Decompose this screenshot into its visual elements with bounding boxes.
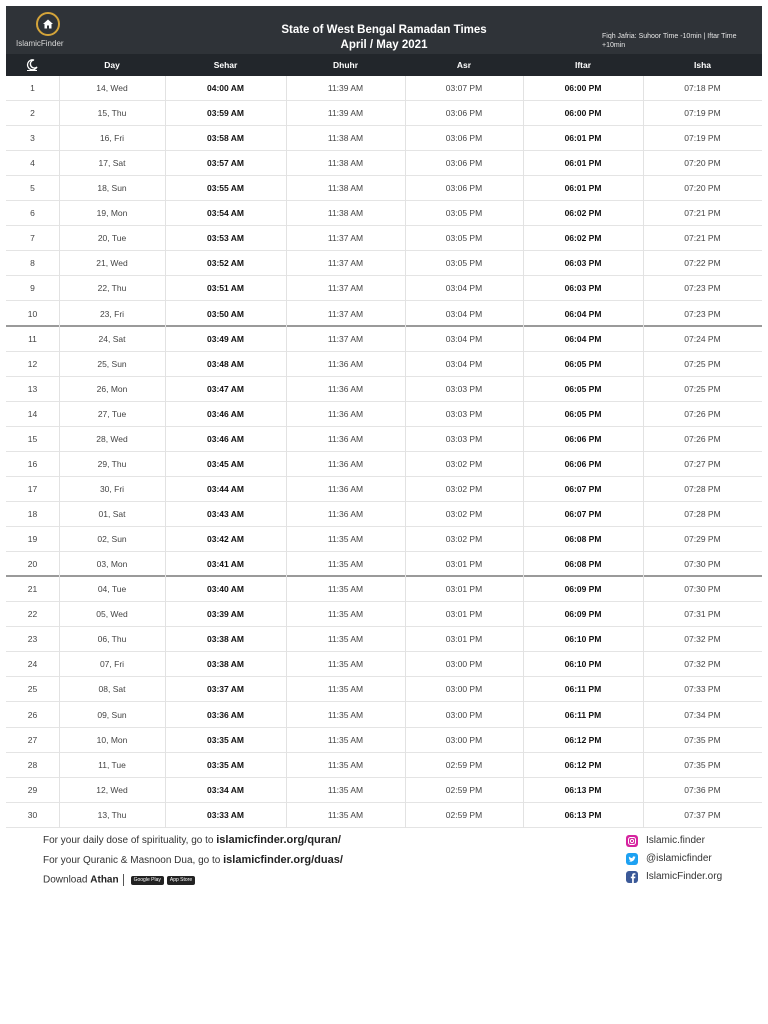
cell-asr: 03:00 PM	[445, 659, 483, 670]
cell-dhuhr: 11:37 AM	[327, 283, 364, 294]
cell-dhuhr: 11:35 AM	[327, 784, 364, 795]
table-row	[6, 627, 762, 652]
cell-dhuhr: 11:38 AM	[327, 183, 364, 194]
cell-iftar: 06:00 PM	[564, 83, 602, 93]
cell-iftar: 06:06 PM	[564, 433, 602, 444]
cell-iftar: 06:03 PM	[564, 283, 602, 294]
cell-isha: 07:28 PM	[684, 483, 721, 494]
cell-iftar: 06:05 PM	[564, 383, 602, 394]
column-divider	[286, 76, 287, 828]
cell-day: 13, Thu	[97, 809, 127, 820]
cell-sehar: 03:44 AM	[206, 483, 244, 494]
column-divider	[643, 76, 644, 828]
cell-index: 5	[30, 183, 35, 194]
footer-duas-text: For your Quranic & Masnoon Dua, go to	[43, 855, 224, 866]
cell-asr: 03:04 PM	[445, 358, 483, 369]
cell-isha: 07:36 PM	[684, 784, 721, 795]
footer-quran-text: For your daily dose of spirituality, go to	[43, 835, 217, 846]
cell-sehar: 03:42 AM	[206, 534, 244, 545]
cell-sehar: 03:59 AM	[206, 108, 244, 119]
cell-dhuhr: 11:35 AM	[327, 709, 364, 720]
cell-sehar: 03:51 AM	[206, 283, 244, 294]
cell-isha: 07:18 PM	[684, 83, 721, 93]
cell-day: 27, Tue	[97, 408, 127, 419]
cell-isha: 07:22 PM	[684, 258, 721, 269]
cell-isha: 07:24 PM	[684, 333, 721, 344]
cell-asr: 03:06 PM	[445, 183, 483, 194]
cell-day: 10, Mon	[96, 734, 128, 745]
cell-isha: 07:25 PM	[684, 383, 721, 394]
cell-dhuhr: 11:35 AM	[327, 659, 364, 670]
cell-sehar: 03:55 AM	[206, 183, 244, 194]
cell-index: 21	[27, 584, 38, 595]
cell-dhuhr: 11:35 AM	[327, 559, 364, 570]
cell-iftar: 06:02 PM	[564, 208, 602, 219]
column-header-day: Day	[104, 60, 120, 70]
cell-isha: 07:28 PM	[684, 509, 721, 520]
cell-iftar: 06:05 PM	[564, 408, 602, 419]
cell-dhuhr: 11:36 AM	[327, 358, 364, 369]
cell-asr: 03:04 PM	[445, 308, 483, 319]
cell-day: 02, Sun	[97, 534, 127, 545]
table-row	[6, 226, 762, 251]
cell-sehar: 03:57 AM	[206, 158, 244, 169]
cell-day: 24, Sat	[98, 333, 126, 344]
cell-index: 30	[27, 809, 38, 820]
column-divider	[59, 76, 60, 828]
cell-asr: 03:06 PM	[445, 133, 483, 144]
cell-isha: 07:32 PM	[684, 634, 721, 645]
cell-isha: 07:26 PM	[684, 408, 721, 419]
cell-index: 15	[27, 433, 38, 444]
page-header	[6, 6, 762, 54]
cell-isha: 07:19 PM	[684, 108, 721, 119]
table-row	[6, 477, 762, 502]
fiqh-note: Fiqh Jafria: Suhoor Time -10min | Iftar Time +10min	[602, 33, 737, 49]
table-row	[6, 778, 762, 803]
table-row	[6, 652, 762, 677]
cell-dhuhr: 11:35 AM	[327, 684, 364, 695]
cell-day: 26, Mon	[96, 383, 128, 394]
moon-icon	[25, 58, 39, 72]
cell-dhuhr: 11:37 AM	[327, 308, 364, 319]
cell-day: 17, Sat	[98, 158, 126, 169]
cell-dhuhr: 11:36 AM	[327, 483, 364, 494]
cell-isha: 07:30 PM	[684, 584, 721, 595]
cell-sehar: 03:58 AM	[206, 133, 244, 144]
cell-dhuhr: 11:37 AM	[327, 258, 364, 269]
cell-iftar: 06:07 PM	[564, 509, 602, 520]
cell-iftar: 06:12 PM	[564, 759, 602, 770]
cell-asr: 03:01 PM	[445, 609, 483, 620]
footer-duas-line	[43, 854, 343, 866]
cell-index: 22	[27, 609, 38, 620]
cell-iftar: 06:04 PM	[564, 333, 602, 344]
cell-isha: 07:19 PM	[684, 133, 721, 144]
cell-index: 10	[27, 308, 38, 319]
table-row	[6, 803, 762, 828]
cell-index: 17	[27, 483, 38, 494]
cell-sehar: 03:43 AM	[206, 509, 244, 520]
cell-sehar: 03:35 AM	[206, 759, 244, 770]
cell-isha: 07:30 PM	[684, 559, 721, 570]
cell-sehar: 03:38 AM	[206, 634, 244, 645]
cell-sehar: 03:49 AM	[206, 333, 244, 344]
google-play-badge[interactable]: Google Play	[131, 876, 164, 885]
cell-asr: 03:00 PM	[445, 709, 483, 720]
cell-day: 16, Fri	[99, 133, 125, 144]
cell-sehar: 03:40 AM	[206, 584, 244, 595]
cell-dhuhr: 11:36 AM	[327, 383, 364, 394]
cell-iftar: 06:08 PM	[564, 559, 602, 570]
cell-index: 25	[27, 684, 38, 695]
cell-asr: 02:59 PM	[445, 759, 483, 770]
cell-index: 3	[30, 133, 35, 144]
cell-iftar: 06:10 PM	[564, 659, 602, 670]
cell-asr: 03:03 PM	[445, 408, 483, 419]
cell-isha: 07:29 PM	[684, 534, 721, 545]
cell-sehar: 04:00 AM	[206, 83, 244, 93]
table-row	[6, 201, 762, 226]
cell-sehar: 03:52 AM	[206, 258, 244, 269]
cell-iftar: 06:01 PM	[564, 158, 602, 169]
cell-asr: 03:03 PM	[445, 383, 483, 394]
cell-asr: 02:59 PM	[445, 809, 483, 820]
app-store-badge[interactable]: App Store	[167, 876, 195, 885]
cell-sehar: 03:48 AM	[206, 358, 244, 369]
cell-asr: 03:02 PM	[445, 534, 483, 545]
cell-sehar: 03:46 AM	[206, 408, 244, 419]
cell-iftar: 06:06 PM	[564, 458, 602, 469]
cell-dhuhr: 11:38 AM	[327, 208, 364, 219]
cell-day: 20, Tue	[97, 233, 127, 244]
cell-index: 11	[28, 333, 37, 344]
table-row	[6, 552, 762, 577]
cell-isha: 07:21 PM	[684, 233, 721, 244]
table-row	[6, 251, 762, 276]
cell-dhuhr: 11:36 AM	[327, 433, 364, 444]
column-divider	[165, 76, 166, 828]
cell-day: 03, Mon	[96, 559, 128, 570]
cell-index: 19	[27, 534, 38, 545]
cell-day: 11, Tue	[98, 759, 126, 770]
cell-dhuhr: 11:35 AM	[327, 584, 364, 595]
table-row	[6, 502, 762, 527]
column-divider	[523, 76, 524, 828]
cell-index: 12	[27, 358, 38, 369]
cell-asr: 03:04 PM	[445, 283, 483, 294]
cell-day: 30, Fri	[99, 483, 125, 494]
cell-dhuhr: 11:37 AM	[327, 233, 364, 244]
cell-day: 06, Thu	[97, 634, 127, 645]
cell-sehar: 03:50 AM	[206, 308, 244, 319]
table-row	[6, 76, 762, 101]
cell-isha: 07:37 PM	[684, 809, 721, 820]
cell-asr: 03:04 PM	[445, 333, 483, 344]
cell-day: 09, Sun	[97, 709, 127, 720]
cell-iftar: 06:05 PM	[564, 358, 602, 369]
table-row	[6, 753, 762, 778]
cell-asr: 03:01 PM	[445, 559, 483, 570]
cell-dhuhr: 11:35 AM	[327, 759, 364, 770]
cell-dhuhr: 11:35 AM	[327, 609, 364, 620]
cell-iftar: 06:01 PM	[564, 133, 602, 144]
cell-index: 24	[27, 659, 38, 670]
facebook-page: IslamicFinder.org	[646, 871, 723, 882]
table-row	[6, 377, 762, 402]
cell-day: 04, Tue	[97, 584, 127, 595]
cell-dhuhr: 11:37 AM	[327, 333, 364, 344]
cell-iftar: 06:12 PM	[564, 734, 602, 745]
cell-iftar: 06:09 PM	[564, 609, 602, 620]
instagram-handle: Islamic.finder	[646, 835, 705, 846]
cell-dhuhr: 11:36 AM	[327, 408, 364, 419]
instagram-icon	[626, 835, 638, 847]
cell-isha: 07:23 PM	[684, 308, 721, 319]
cell-asr: 03:07 PM	[445, 83, 483, 93]
cell-sehar: 03:35 AM	[206, 734, 244, 745]
table-row	[6, 176, 762, 201]
cell-iftar: 06:02 PM	[564, 233, 602, 244]
cell-index: 4	[30, 158, 35, 169]
cell-asr: 03:05 PM	[445, 233, 483, 244]
cell-asr: 03:01 PM	[445, 634, 483, 645]
cell-asr: 02:59 PM	[445, 784, 483, 795]
footer-download-line	[43, 874, 195, 886]
cell-index: 27	[27, 734, 38, 745]
cell-asr: 03:06 PM	[445, 108, 483, 119]
cell-dhuhr: 11:39 AM	[327, 83, 364, 93]
cell-isha: 07:27 PM	[684, 458, 721, 469]
cell-iftar: 06:10 PM	[564, 634, 602, 645]
cell-asr: 03:01 PM	[445, 584, 483, 595]
cell-dhuhr: 11:36 AM	[327, 458, 364, 469]
cell-index: 14	[27, 408, 38, 419]
cell-iftar: 06:13 PM	[564, 784, 602, 795]
cell-index: 26	[27, 709, 38, 720]
cell-sehar: 03:38 AM	[206, 659, 244, 670]
footer-quran-line	[43, 834, 341, 846]
cell-dhuhr: 11:35 AM	[327, 734, 364, 745]
table-row	[6, 327, 762, 352]
cell-dhuhr: 11:35 AM	[327, 634, 364, 645]
column-header-iftar: Iftar	[574, 60, 592, 70]
cell-asr: 03:00 PM	[445, 684, 483, 695]
divider	[123, 874, 124, 886]
table-row	[6, 527, 762, 552]
cell-day: 22, Thu	[97, 283, 127, 294]
cell-index: 9	[30, 283, 35, 294]
cell-isha: 07:31 PM	[684, 609, 721, 620]
facebook-icon	[626, 871, 638, 883]
cell-asr: 03:05 PM	[445, 208, 483, 219]
cell-day: 29, Thu	[97, 458, 127, 469]
cell-sehar: 03:37 AM	[206, 684, 244, 695]
cell-day: 05, Wed	[96, 609, 128, 620]
table-row	[6, 101, 762, 126]
column-header-sehar: Sehar	[213, 60, 238, 70]
table-row	[6, 126, 762, 151]
cell-isha: 07:33 PM	[684, 684, 721, 695]
table-row	[6, 452, 762, 477]
cell-isha: 07:34 PM	[684, 709, 721, 720]
cell-index: 29	[27, 784, 38, 795]
cell-dhuhr: 11:38 AM	[327, 158, 364, 169]
cell-sehar: 03:46 AM	[206, 433, 244, 444]
footer-download-text: Download	[43, 874, 91, 886]
cell-iftar: 06:03 PM	[564, 258, 602, 269]
cell-isha: 07:20 PM	[684, 183, 721, 194]
cell-iftar: 06:04 PM	[564, 308, 602, 319]
table-row	[6, 402, 762, 427]
table-row	[6, 151, 762, 176]
cell-day: 01, Sat	[98, 509, 126, 520]
cell-isha: 07:32 PM	[684, 659, 721, 670]
cell-index: 2	[30, 108, 35, 119]
cell-sehar: 03:36 AM	[206, 709, 244, 720]
cell-index: 6	[30, 208, 35, 219]
cell-index: 16	[27, 458, 38, 469]
cell-day: 12, Wed	[96, 784, 128, 795]
cell-day: 19, Mon	[96, 208, 128, 219]
table-row	[6, 677, 762, 702]
column-header-isha: Isha	[693, 60, 711, 70]
quran-link[interactable]: islamicfinder.org/quran/	[216, 834, 341, 846]
cell-isha: 07:35 PM	[684, 734, 721, 745]
cell-sehar: 03:47 AM	[206, 383, 244, 394]
cell-isha: 07:35 PM	[684, 759, 721, 770]
athan-app-name: Athan	[90, 874, 119, 886]
cell-isha: 07:20 PM	[684, 158, 721, 169]
cell-day: 18, Sun	[97, 183, 127, 194]
duas-link[interactable]: islamicfinder.org/duas/	[223, 854, 343, 866]
cell-day: 21, Wed	[96, 258, 128, 269]
title-line-2: April / May 2021	[340, 39, 428, 51]
cell-dhuhr: 11:35 AM	[327, 809, 364, 820]
cell-sehar: 03:39 AM	[206, 609, 244, 620]
cell-iftar: 06:09 PM	[564, 584, 602, 595]
cell-day: 15, Thu	[97, 108, 127, 119]
cell-isha: 07:21 PM	[684, 208, 721, 219]
cell-index: 8	[30, 258, 35, 269]
table-row	[6, 703, 762, 728]
cell-isha: 07:26 PM	[684, 433, 721, 444]
table-row	[6, 352, 762, 377]
cell-index: 23	[27, 634, 38, 645]
cell-index: 7	[30, 233, 35, 244]
cell-dhuhr: 11:35 AM	[327, 534, 364, 545]
cell-index: 1	[30, 83, 35, 93]
cell-isha: 07:25 PM	[684, 358, 721, 369]
cell-index: 20	[27, 559, 38, 570]
twitter-icon	[626, 853, 638, 865]
cell-index: 18	[27, 509, 38, 520]
table-row	[6, 602, 762, 627]
cell-dhuhr: 11:38 AM	[327, 133, 364, 144]
cell-sehar: 03:53 AM	[206, 233, 244, 244]
cell-asr: 03:02 PM	[445, 458, 483, 469]
cell-sehar: 03:54 AM	[206, 208, 244, 219]
table-row	[6, 276, 762, 301]
table-row	[6, 728, 762, 753]
twitter-handle: @islamicfinder	[646, 853, 712, 864]
cell-asr: 03:05 PM	[445, 258, 483, 269]
table-row	[6, 577, 762, 602]
cell-iftar: 06:07 PM	[564, 483, 602, 494]
cell-asr: 03:02 PM	[445, 509, 483, 520]
cell-sehar: 03:34 AM	[206, 784, 244, 795]
cell-iftar: 06:11 PM	[564, 709, 602, 720]
title-line-1: State of West Bengal Ramadan Times	[281, 24, 487, 36]
column-header-row	[6, 54, 762, 76]
cell-sehar: 03:41 AM	[206, 559, 244, 570]
cell-dhuhr: 11:39 AM	[327, 108, 364, 119]
cell-asr: 03:03 PM	[445, 433, 483, 444]
cell-day: 28, Wed	[96, 433, 128, 444]
cell-isha: 07:23 PM	[684, 283, 721, 294]
cell-day: 23, Fri	[99, 308, 125, 319]
cell-iftar: 06:00 PM	[564, 108, 602, 119]
cell-dhuhr: 11:36 AM	[327, 509, 364, 520]
cell-day: 14, Wed	[96, 83, 128, 93]
cell-day: 25, Sun	[97, 358, 127, 369]
cell-asr: 03:00 PM	[445, 734, 483, 745]
table-row	[6, 302, 762, 327]
cell-asr: 03:06 PM	[445, 158, 483, 169]
cell-iftar: 06:01 PM	[564, 183, 602, 194]
cell-index: 13	[27, 383, 38, 394]
cell-iftar: 06:11 PM	[564, 684, 602, 695]
cell-iftar: 06:08 PM	[564, 534, 602, 545]
column-divider	[405, 76, 406, 828]
cell-sehar: 03:45 AM	[206, 458, 244, 469]
cell-day: 07, Fri	[99, 659, 125, 670]
table-row	[6, 427, 762, 452]
column-header-asr: Asr	[456, 60, 472, 70]
cell-day: 08, Sat	[98, 684, 126, 695]
logo-text: IslamicFinder	[16, 39, 64, 48]
cell-iftar: 06:13 PM	[564, 809, 602, 820]
cell-asr: 03:02 PM	[445, 483, 483, 494]
cell-index: 28	[27, 759, 38, 770]
column-header-dhuhr: Dhuhr	[332, 60, 359, 70]
cell-sehar: 03:33 AM	[206, 809, 244, 820]
